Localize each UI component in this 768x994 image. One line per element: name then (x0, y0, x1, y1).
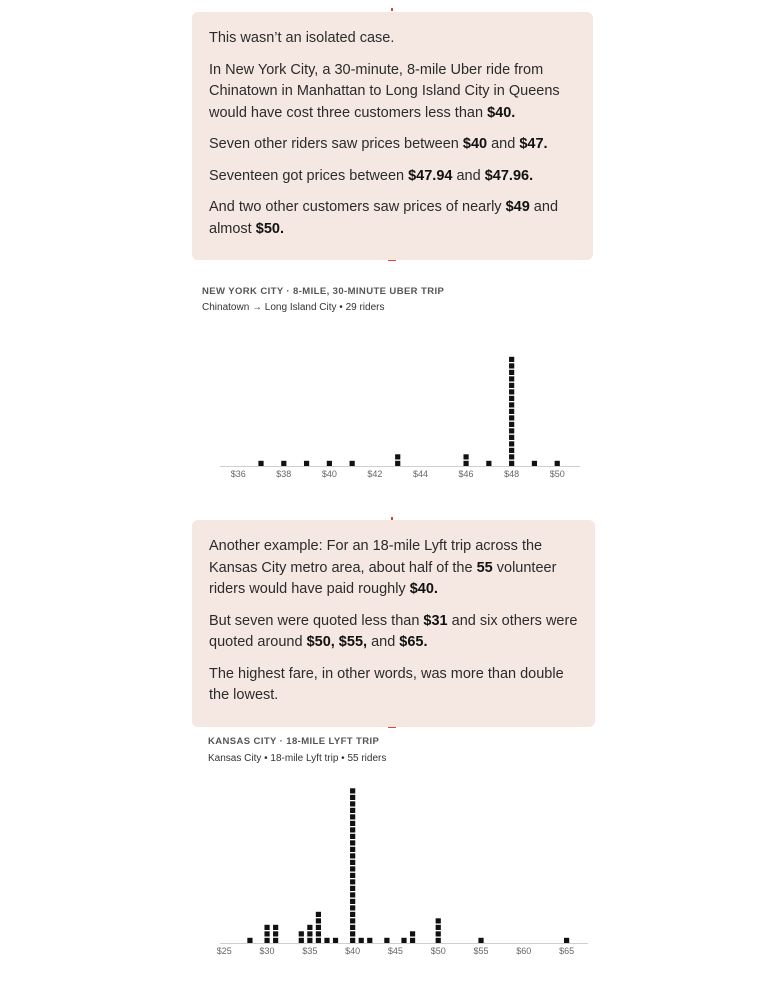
rider-square (509, 402, 514, 407)
rider-square (273, 938, 278, 943)
rider-square (486, 461, 491, 466)
rider-square (281, 461, 286, 466)
card-paragraph (209, 536, 578, 601)
rider-square (307, 931, 312, 936)
rider-square (509, 461, 514, 466)
dot-stack (327, 461, 332, 466)
rider-square (350, 892, 355, 897)
rider-square (307, 938, 312, 943)
rider-square (350, 912, 355, 917)
rider-square (509, 389, 514, 394)
rider-square (324, 938, 329, 943)
dot-stack (478, 938, 483, 943)
rider-square (509, 435, 514, 440)
rider-square (564, 938, 569, 943)
dot-stack (307, 925, 312, 943)
rider-square (509, 422, 514, 427)
card-paragraph (209, 611, 578, 654)
rider-square (316, 931, 321, 936)
bold-figure: $47.96. (484, 167, 534, 184)
text-run: But seven were quoted less than (209, 612, 424, 629)
dot-stack (395, 454, 400, 466)
dot-stack (564, 938, 569, 943)
text-run: and (452, 167, 485, 184)
rider-square (350, 461, 355, 466)
rider-square (299, 938, 304, 943)
dot-stack (555, 461, 560, 466)
rider-square (478, 938, 483, 943)
rider-square (350, 821, 355, 826)
rider-square (350, 886, 355, 891)
x-tick-label: $30 (259, 946, 275, 956)
dot-stack (532, 461, 537, 466)
dot-stack (401, 938, 406, 943)
rider-square (463, 454, 468, 459)
text-run: Another example: For an 18-mile Lyft trip across the Kansas City metro area, about half of the (209, 538, 543, 576)
x-tick-label: $46 (458, 469, 474, 479)
card-paragraph (209, 60, 576, 125)
text-card-nyc (192, 12, 593, 260)
x-tick-label: $35 (302, 946, 318, 956)
chart-title-kc: KANSAS CITY · 18-MILE LYFT TRIP (208, 736, 380, 747)
text-run: In New York City, a 30-minute, 8-mile Uber ride from Chinatown in Manhattan to Long Island City in Queens would have cost three customers less than (209, 61, 560, 121)
rider-square (350, 873, 355, 878)
bold-figure: 55 (476, 559, 493, 576)
dot-stack (281, 461, 286, 466)
rider-square (350, 905, 355, 910)
rider-square (509, 363, 514, 368)
rider-square (304, 461, 309, 466)
dot-stack (273, 925, 278, 943)
marker-dash (388, 260, 396, 261)
rider-square (299, 931, 304, 936)
rider-square (264, 938, 269, 943)
x-tick-label: $50 (430, 946, 446, 956)
x-tick-label: $25 (216, 946, 232, 956)
chart-title-nyc: NEW YORK CITY · 8-MILE, 30-MINUTE UBER TRIP (202, 286, 445, 297)
rider-square (509, 370, 514, 375)
x-tick-label: $45 (387, 946, 403, 956)
bold-figure: $49 (505, 199, 530, 215)
bold-figure: $47.94 (408, 167, 453, 184)
card-paragraph (209, 166, 576, 188)
bold-figure: $47. (519, 136, 548, 152)
rider-square (273, 925, 278, 930)
x-tick-label: $40 (345, 946, 361, 956)
rider-square (509, 428, 514, 433)
rider-square (350, 847, 355, 852)
dot-stack (258, 461, 263, 466)
x-tick-label: $48 (504, 469, 520, 479)
dot-stack (384, 938, 389, 943)
rider-square (367, 938, 372, 943)
rider-square (258, 461, 263, 466)
text-card-kc (192, 520, 595, 727)
rider-square (555, 461, 560, 466)
rider-square (350, 931, 355, 936)
rider-square (395, 461, 400, 466)
rider-square (509, 448, 514, 453)
dot-stack (359, 938, 364, 943)
marker-dash (388, 727, 396, 728)
dot-stack (367, 938, 372, 943)
bold-figure: $50, $55, (306, 634, 368, 650)
rider-square (509, 383, 514, 388)
text-run: and six others were quoted around (209, 612, 578, 650)
rider-square (359, 938, 364, 943)
rider-square (350, 834, 355, 839)
rider-square (410, 931, 415, 936)
dot-stack (486, 461, 491, 466)
rider-square (509, 441, 514, 446)
text-run: The highest fare, in other words, was more than double the lowest. (209, 665, 564, 703)
dot-stack (333, 938, 338, 943)
rider-square (509, 415, 514, 420)
x-tick-label: $55 (473, 946, 489, 956)
rider-square (316, 912, 321, 917)
text-run: And two other customers saw prices of nearly (209, 199, 506, 215)
rider-square (316, 938, 321, 943)
dot-stack (509, 357, 514, 466)
x-tick-label: $36 (230, 469, 246, 479)
text-run: Seven other riders saw prices between (209, 136, 463, 152)
rider-square (307, 925, 312, 930)
x-tick-label: $60 (516, 946, 532, 956)
rider-square (509, 376, 514, 381)
rider-square (350, 938, 355, 943)
x-tick-label: $50 (549, 469, 565, 479)
x-tick-label: $40 (321, 469, 337, 479)
dot-stack (247, 938, 252, 943)
dot-stack (436, 918, 441, 943)
chart-subtitle-nyc: Chinatown → Long Island City • 29 riders (202, 302, 385, 313)
rider-square (350, 866, 355, 871)
rider-square (350, 918, 355, 923)
rider-square (350, 801, 355, 806)
text-run: Seventeen got prices between (209, 167, 409, 184)
rider-square (327, 461, 332, 466)
rider-square (436, 938, 441, 943)
rider-square (316, 918, 321, 923)
dot-stack (350, 461, 355, 466)
rider-square (316, 925, 321, 930)
dot-stack (324, 938, 329, 943)
dot-stack (316, 912, 321, 943)
rider-square (350, 814, 355, 819)
rider-square (273, 931, 278, 936)
rider-square (350, 860, 355, 865)
rider-square (463, 461, 468, 466)
text-run: volunteer riders would have paid roughly (209, 559, 557, 597)
rider-square (509, 454, 514, 459)
chart-subtitle-kc: Kansas City • 18-mile Lyft trip • 55 riders (208, 753, 387, 764)
card-paragraph (209, 664, 578, 707)
x-tick-label: $44 (412, 469, 429, 479)
x-tick-label: $38 (276, 469, 292, 479)
rider-square (509, 396, 514, 401)
bold-figure: $31 (423, 612, 448, 629)
marker-tick (391, 8, 393, 11)
rider-square (509, 409, 514, 414)
rider-square (350, 827, 355, 832)
dot-stack (350, 788, 355, 943)
bold-figure: $40. (409, 581, 438, 597)
rider-square (436, 918, 441, 923)
rider-square (333, 938, 338, 943)
bold-figure: $40 (462, 136, 488, 152)
rider-square (436, 925, 441, 930)
text-run: and (487, 136, 520, 152)
rider-square (350, 795, 355, 800)
rider-square (410, 938, 415, 943)
card-paragraph (209, 28, 576, 50)
text-run: This wasn’t an isolated case. (209, 30, 395, 46)
rider-square (532, 461, 537, 466)
x-tick-label: $42 (367, 469, 383, 479)
rider-square (395, 454, 400, 459)
rider-square (264, 931, 269, 936)
rider-square (509, 357, 514, 362)
x-tick-label: $65 (559, 946, 575, 956)
dot-stack (299, 931, 304, 943)
rider-square (350, 853, 355, 858)
rider-square (350, 899, 355, 904)
rider-square (264, 925, 269, 930)
dot-stack (264, 925, 269, 943)
dot-stack (304, 461, 309, 466)
dot-stack (410, 931, 415, 943)
text-run: and (367, 634, 400, 650)
rider-square (350, 879, 355, 884)
rider-square (350, 925, 355, 930)
bold-figure: $65. (399, 634, 428, 650)
dot-stack (463, 454, 468, 466)
card-paragraph (209, 197, 576, 240)
rider-square (384, 938, 389, 943)
rider-square (247, 938, 252, 943)
rider-square (350, 788, 355, 793)
rider-square (401, 938, 406, 943)
bold-figure: $50. (255, 220, 284, 237)
rider-square (350, 808, 355, 813)
bold-figure: $40. (487, 104, 516, 121)
rider-square (436, 931, 441, 936)
card-paragraph (209, 134, 576, 156)
text-run: and almost (209, 199, 559, 237)
rider-square (350, 840, 355, 845)
